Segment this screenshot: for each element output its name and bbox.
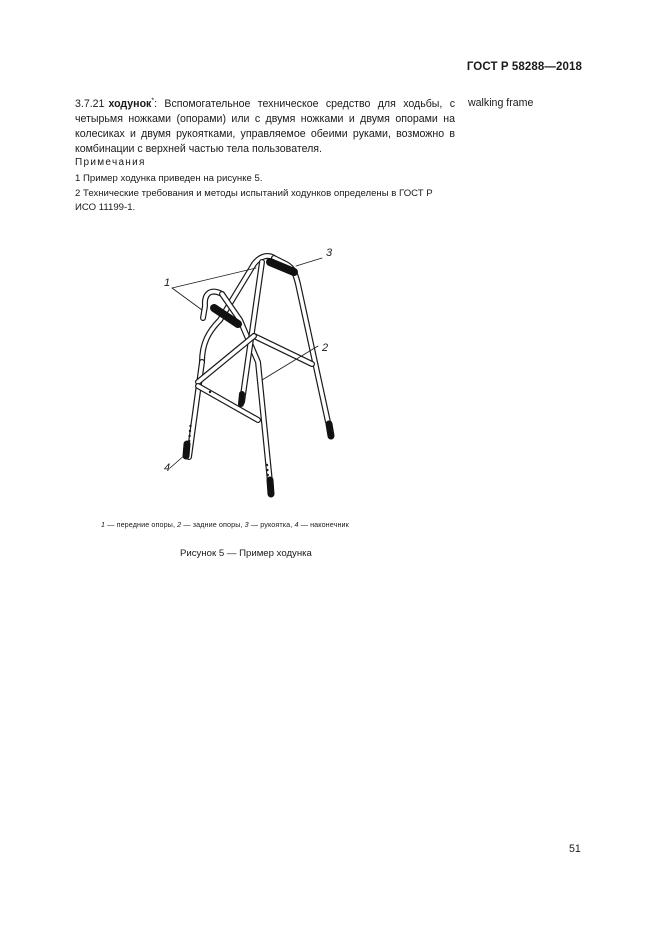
- callout-tip: 4: [164, 462, 171, 474]
- legend-text: рукоятка: [260, 520, 291, 529]
- term-number: 3.7.21: [75, 98, 105, 110]
- term-definition: [75, 97, 455, 157]
- figure-legend: 1 — передние опоры, 2 — задние опоры, 3 — рукоятка, 4 — наконечник: [101, 520, 349, 529]
- figure-caption: Рисунок 5 — Пример ходунка: [180, 548, 312, 559]
- term-definition-text: : Вспомогательное техническое средство для ходьбы, с четырьмя ножками (опорами) или с двумя ножками и двумя опорами на колесиках и двумя рукоятками, управляемое обеими руками, возможно в комбинации с верхней частью тела пользователя.: [75, 98, 455, 155]
- page-number: 51: [569, 843, 581, 855]
- note-item: 1 Пример ходунка приведен на рисунке 5.: [75, 173, 263, 184]
- legend-text: передние опоры: [116, 520, 173, 529]
- legend-text: задние опоры: [192, 520, 241, 529]
- standard-code: ГОСТ Р 58288—2018: [466, 61, 582, 73]
- callout-handle: 3: [326, 247, 333, 259]
- term-english: walking frame: [468, 97, 534, 109]
- legend-num: 4: [294, 520, 299, 529]
- footnote-mark: *: [151, 97, 155, 105]
- legend-num: 1: [101, 520, 106, 529]
- legend-num: 2: [177, 520, 182, 529]
- callout-rear-legs: 2: [322, 342, 329, 354]
- notes-title: Примечания: [75, 157, 146, 168]
- legend-num: 3: [244, 520, 249, 529]
- note-item: 2 Технические требования и методы испытаний ходунков определены в ГОСТ Р ИСО 11199-1.: [75, 188, 433, 213]
- term-name: ходунок: [108, 98, 152, 110]
- walking-frame-drawing: [150, 232, 370, 517]
- callout-front-legs: 1: [164, 277, 171, 289]
- legend-text: наконечник: [310, 520, 349, 529]
